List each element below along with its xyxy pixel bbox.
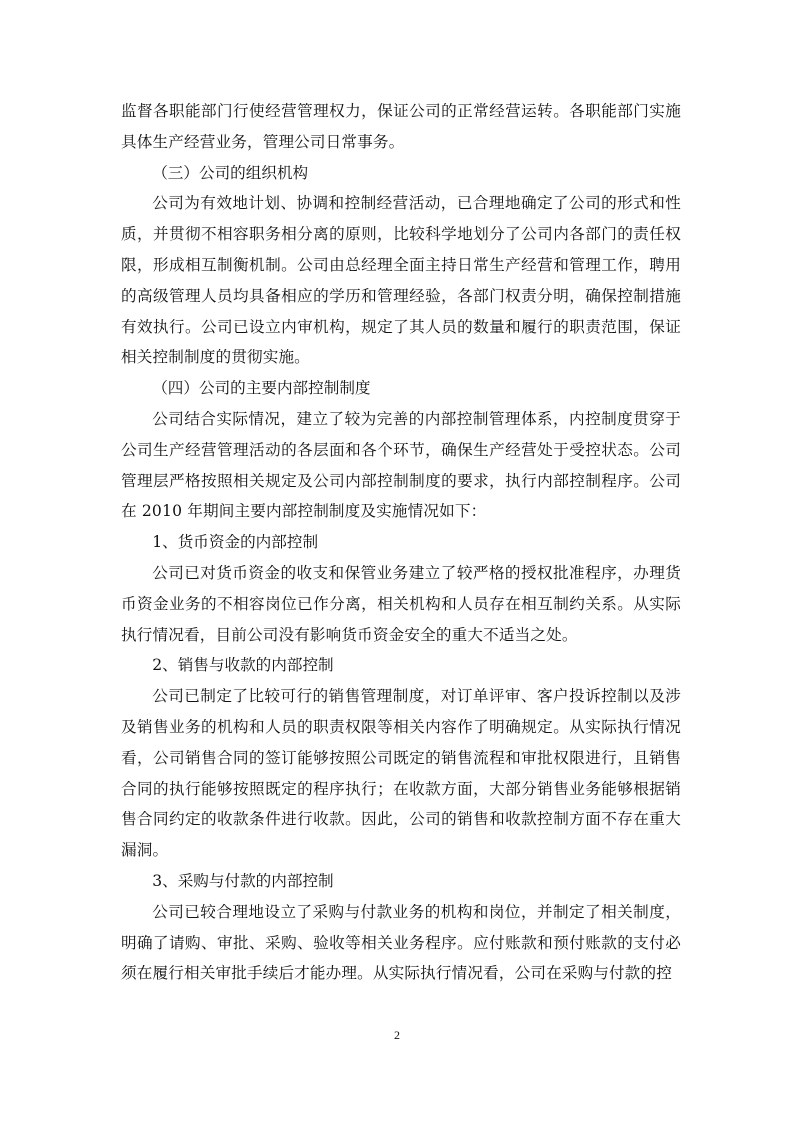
subsection-heading-1: 1、货币资金的内部控制 (152, 533, 319, 552)
paragraph-1: 监督各职能部门行使经营管理权力，保证公司的正常经营运转。各职能部门实施具体生产经营业务，管理公司日常事务。 (121, 102, 681, 151)
subsection-heading-2: 2、销售与收款的内部控制 (152, 656, 334, 675)
paragraph-4: 公司已对货币资金的收支和保管业务建立了较严格的授权批准程序，办理货币资金业务的不相容岗位已作分离，相关机构和人员存在相互制约关系。从实际执行情况看，目前公司没有影响货币资金安全的重大不适当之处。 (121, 563, 681, 644)
page-number: 2 (394, 1028, 400, 1042)
section-heading-4: （四）公司的主要内部控制制度 (152, 379, 371, 398)
document-body (121, 96, 681, 989)
section-heading-3: （三）公司的组织机构 (152, 163, 309, 182)
paragraph-3: 公司结合实际情况，建立了较为完善的内部控制管理体系，内控制度贯穿于公司生产经营管理活动的各层面和各个环节，确保生产经营处于受控状态。公司管理层严格按照相关规定及公司内部控制制度的要求，执行内部控制程序。公司在 2010 年期间主要内部控制制度及实施情况如下： (121, 409, 681, 521)
paragraph-2: 公司为有效地计划、协调和控制经营活动，已合理地确定了公司的形式和性质，并贯彻不相容职务相分离的原则，比较科学地划分了公司内各部门的责任权限，形成相互制衡机制。公司由总经理全面主持日常生产经营和管理工作，聘用的高级管理人员均具备相应的学历和管理经验，各部门权责分明，确保控制措施有效执行。公司已设立内审机构，规定了其人员的数量和履行的职责范围，保证相关控制制度的贯彻实施。 (121, 194, 681, 367)
subsection-heading-3: 3、采购与付款的内部控制 (152, 871, 334, 890)
paragraph-6: 公司已较合理地设立了采购与付款业务的机构和岗位，并制定了相关制度，明确了请购、审批、采购、验收等相关业务程序。应付账款和预付账款的支付必须在履行相关审批手续后才能办理。从实际执行情况看，公司在采购与付款的控 (121, 902, 681, 983)
paragraph-5: 公司已制定了比较可行的销售管理制度，对订单评审、客户投诉控制以及涉及销售业务的机构和人员的职责权限等相关内容作了明确规定。从实际执行情况看，公司销售合同的签订能够按照公司既定的销售流程和审批权限进行，且销售合同的执行能够按照既定的程序执行；在收款方面，大部分销售业务能够根据销售合同约定的收款条件进行收款。因此，公司的销售和收款控制方面不存在重大漏洞。 (121, 687, 681, 860)
